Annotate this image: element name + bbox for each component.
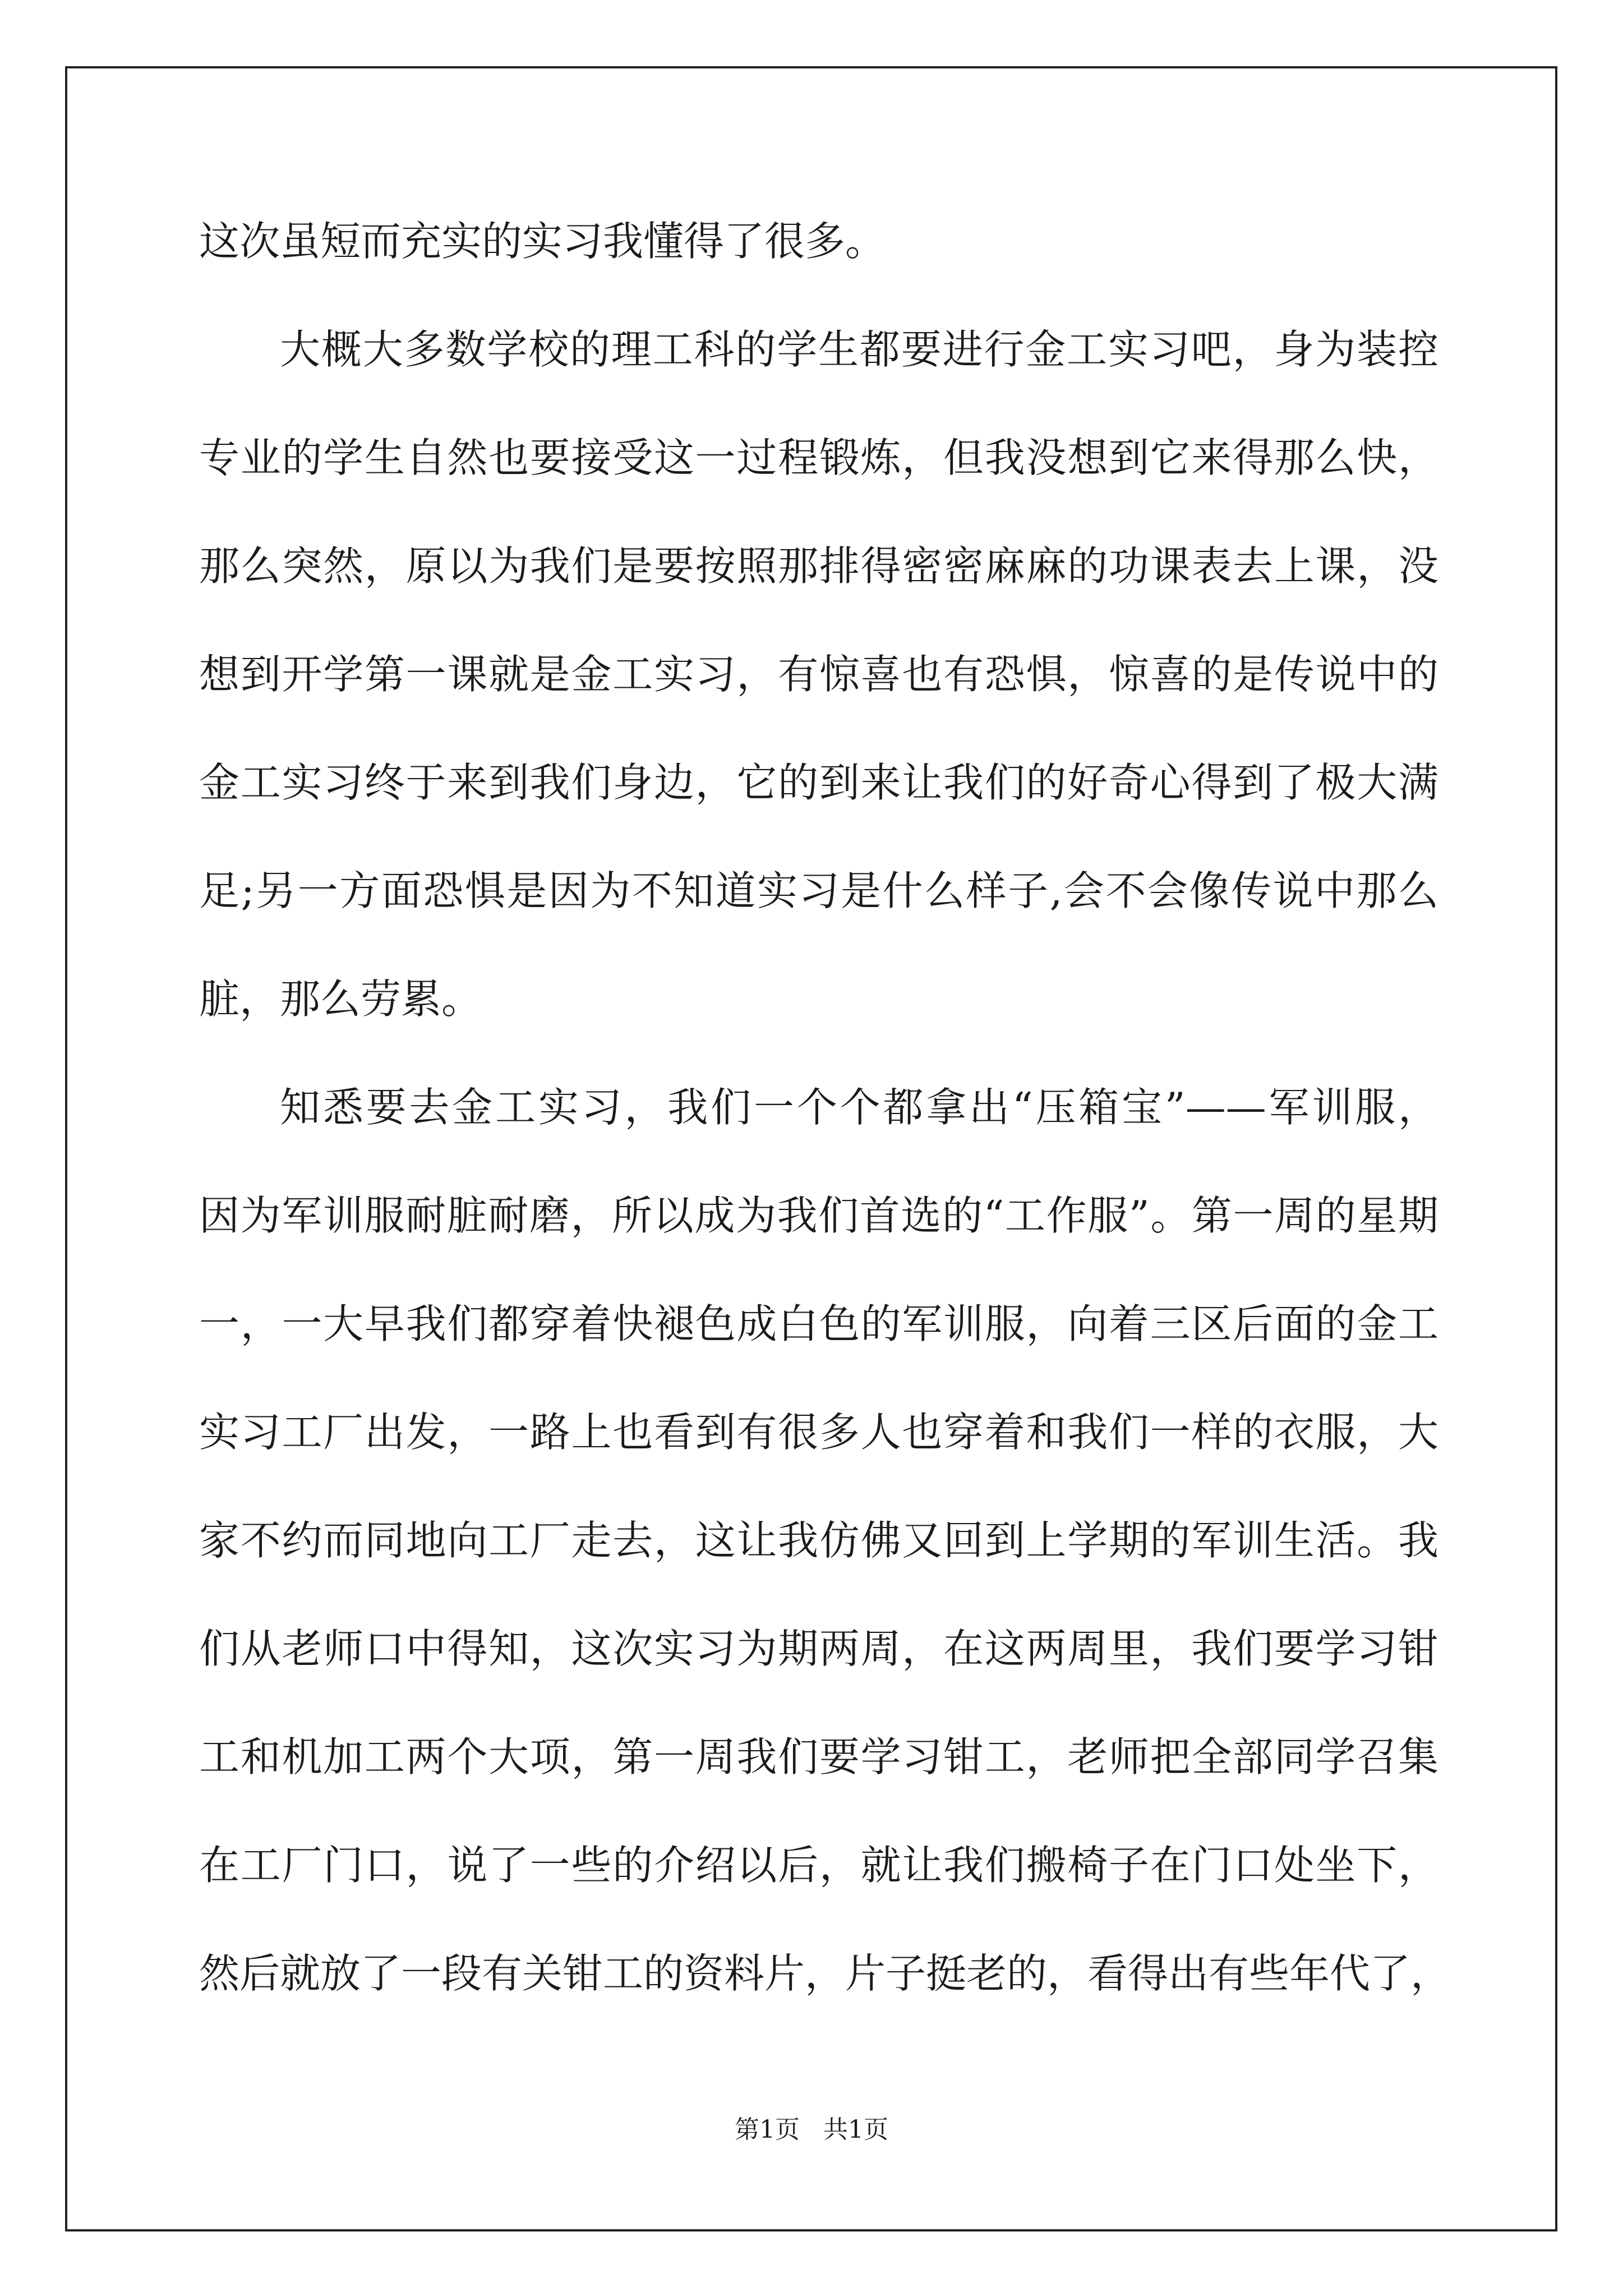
- text-line: 大概大多数学校的理工科的学生都要进行金工实习吧，身为装控: [280, 326, 1438, 373]
- text-line: 一，一大早我们都穿着快褪色成白色的军训服，向着三区后面的金工: [199, 1300, 1438, 1347]
- text-line: 金工实习终于来到我们身边，它的到来让我们的好奇心得到了极大满: [199, 759, 1438, 806]
- text-line: 实习工厂出发，一路上也看到有很多人也穿着和我们一样的衣服，大: [199, 1409, 1438, 1456]
- text-line: 因为军训服耐脏耐磨，所以成为我们首选的“工作服”。第一周的星期: [199, 1192, 1438, 1239]
- text-line: 脏，那么劳累。: [199, 976, 482, 1023]
- text-line: 工和机加工两个大项，第一周我们要学习钳工，老师把全部同学召集: [199, 1733, 1438, 1780]
- page-total: 共1页: [823, 2115, 888, 2144]
- text-line: 在工厂门口，说了一些的介绍以后，就让我们搬椅子在门口处坐下，: [199, 1842, 1438, 1889]
- text-line: 然后就放了一段有关钳工的资料片，片子挺老的，看得出有些年代了，: [199, 1950, 1451, 1997]
- page-number: 第1页: [735, 2115, 800, 2144]
- text-line: 这次虽短而充实的实习我懂得了很多。: [199, 218, 886, 265]
- page-frame: [65, 66, 1557, 2231]
- text-line: 专业的学生自然也要接受这一过程锻炼，但我没想到它来得那么快，: [199, 434, 1438, 481]
- text-line: 们从老师口中得知，这次实习为期两周，在这两周里，我们要学习钳: [199, 1625, 1438, 1672]
- text-line: 那么突然，原以为我们是要按照那排得密密麻麻的功课表去上课，没: [199, 542, 1438, 590]
- text-line: 足;另一方面恐惧是因为不知道实习是什么样子,会不会像传说中那么: [199, 867, 1438, 914]
- text-line: 知悉要去金工实习，我们一个个都拿出“压箱宝”——军训服，: [280, 1084, 1438, 1131]
- text-line: 想到开学第一课就是金工实习，有惊喜也有恐惧，惊喜的是传说中的: [199, 651, 1438, 698]
- page-footer: [0, 2109, 1623, 2145]
- text-line: 家不约而同地向工厂走去，这让我仿佛又回到上学期的军训生活。我: [199, 1517, 1438, 1564]
